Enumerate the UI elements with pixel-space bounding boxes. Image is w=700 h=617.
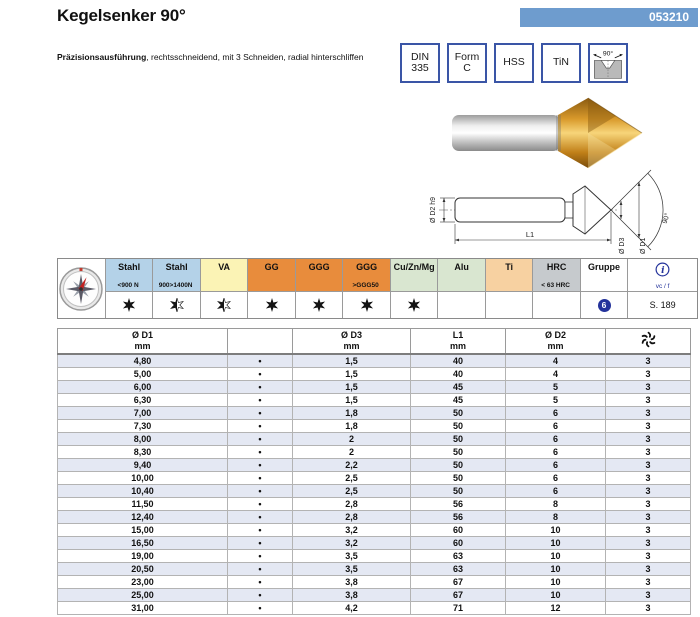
table-cell: 3 — [606, 523, 691, 536]
article-number-badge: 053210 — [520, 8, 698, 27]
material-rating — [486, 292, 533, 318]
material-rating — [153, 292, 200, 318]
compass-icon — [59, 267, 103, 311]
rating-full-star-icon — [265, 298, 279, 312]
table-cell: 10 — [506, 575, 606, 588]
table-row — [58, 471, 691, 484]
selection-dot-cell: • — [228, 523, 293, 536]
dim-d3-label: Ø D3 — [619, 237, 626, 254]
selection-dot-cell: • — [228, 484, 293, 497]
product-photo — [430, 95, 700, 170]
material-rating — [343, 292, 390, 318]
material-rating — [438, 292, 485, 318]
table-cell: 3,8 — [293, 575, 411, 588]
description-lead: Präzisionsausführung — [57, 52, 147, 62]
table-cell: 6 — [506, 406, 606, 419]
material-column — [201, 259, 249, 318]
table-cell: 63 — [411, 549, 506, 562]
table-cell: 4,80 — [58, 354, 228, 368]
table-cell: 6,30 — [58, 393, 228, 406]
selection-dot-cell: • — [228, 354, 293, 368]
table-cell: 4,2 — [293, 601, 411, 614]
dim-angle-label: 90° — [661, 212, 672, 225]
table-cell: 40 — [411, 354, 506, 368]
table-cell: 20,50 — [58, 562, 228, 575]
page-reference[interactable]: S. 189 — [649, 300, 676, 310]
material-label: Alu — [454, 262, 469, 272]
description-rest: , rechtsschneidend, mit 3 Schneiden, radial hinterschliffen — [146, 52, 364, 62]
table-cell: 3,2 — [293, 523, 411, 536]
rating-full-star-icon — [312, 298, 326, 312]
table-cell: 3,5 — [293, 562, 411, 575]
table-cell: 8,00 — [58, 432, 228, 445]
table-body — [58, 354, 691, 615]
table-cell: 3 — [606, 471, 691, 484]
table-cell: 50 — [411, 471, 506, 484]
table-cell: 6 — [506, 419, 606, 432]
material-rating — [248, 292, 295, 318]
table-cell: 10 — [506, 562, 606, 575]
table-cell: 3 — [606, 432, 691, 445]
table-cell: 2,5 — [293, 471, 411, 484]
selection-dot-cell: • — [228, 445, 293, 458]
table-cell: 71 — [411, 601, 506, 614]
rating-full-star-icon — [122, 298, 136, 312]
rating-full-star-icon — [360, 298, 374, 312]
table-row — [58, 588, 691, 601]
table-cell: 3 — [606, 497, 691, 510]
table-cell: 3 — [606, 367, 691, 380]
selection-dot-cell: • — [228, 497, 293, 510]
selection-dot-cell: • — [228, 367, 293, 380]
col-header-selection — [228, 329, 293, 354]
table-cell: 56 — [411, 497, 506, 510]
table-cell: 67 — [411, 575, 506, 588]
table-row — [58, 523, 691, 536]
tool-shank — [452, 115, 560, 151]
table-cell: 3 — [606, 380, 691, 393]
table-cell: 10,40 — [58, 484, 228, 497]
material-column — [153, 259, 201, 318]
table-cell: 10 — [506, 536, 606, 549]
selection-dot-cell: • — [228, 575, 293, 588]
table-cell: 2 — [293, 445, 411, 458]
selection-dot-cell: • — [228, 562, 293, 575]
table-cell: 6,00 — [58, 380, 228, 393]
material-label: GG — [264, 262, 279, 272]
table-cell: 1,5 — [293, 367, 411, 380]
table-cell: 3 — [606, 406, 691, 419]
material-label: GGG — [308, 262, 330, 272]
spec-box-form-c: Form C — [447, 43, 487, 83]
angle-box-label: 90° — [602, 50, 614, 58]
table-row — [58, 575, 691, 588]
rating-half-star-icon — [217, 298, 231, 312]
table-cell: 10,00 — [58, 471, 228, 484]
material-label: HRC — [546, 262, 567, 272]
selection-dot-cell: • — [228, 458, 293, 471]
material-column — [248, 259, 296, 318]
table-cell: 1,5 — [293, 380, 411, 393]
material-column — [296, 259, 344, 318]
table-cell: 3 — [606, 458, 691, 471]
table-cell: 11,50 — [58, 497, 228, 510]
table-cell: 2,8 — [293, 497, 411, 510]
material-label: VA — [218, 262, 231, 272]
table-cell: 3 — [606, 445, 691, 458]
table-cell: 4 — [506, 354, 606, 368]
technical-drawing — [425, 166, 700, 256]
table-cell: 16,50 — [58, 536, 228, 549]
table-cell: 3 — [606, 575, 691, 588]
table-cell: 1,8 — [293, 406, 411, 419]
dim-l1-label: L1 — [525, 230, 535, 239]
table-cell: 12 — [506, 601, 606, 614]
material-label: GGG — [356, 262, 378, 272]
table-row — [58, 354, 691, 368]
table-row — [58, 419, 691, 432]
selection-dot-cell: • — [228, 588, 293, 601]
info-column — [628, 259, 697, 318]
table-cell: 6 — [506, 458, 606, 471]
table-cell: 9,40 — [58, 458, 228, 471]
table-cell: 3 — [606, 536, 691, 549]
table-cell: 67 — [411, 588, 506, 601]
table-cell: 63 — [411, 562, 506, 575]
table-cell: 10 — [506, 523, 606, 536]
table-cell: 8 — [506, 510, 606, 523]
table-cell: 3 — [606, 588, 691, 601]
table-cell: 31,00 — [58, 601, 228, 614]
table-cell: 2,8 — [293, 510, 411, 523]
table-row — [58, 549, 691, 562]
table-cell: 3,2 — [293, 536, 411, 549]
table-cell: 45 — [411, 380, 506, 393]
angle-box — [588, 43, 628, 83]
table-cell: 3 — [606, 419, 691, 432]
table-cell: 3,5 — [293, 549, 411, 562]
selection-dot-cell: • — [228, 406, 293, 419]
table-cell: 1,5 — [293, 393, 411, 406]
material-rating — [201, 292, 248, 318]
table-cell: 6 — [506, 484, 606, 497]
material-sub-label: <900 N — [117, 282, 139, 289]
table-cell: 6 — [506, 471, 606, 484]
col-header-d1: Ø D1 mm — [58, 329, 228, 354]
spec-box-hss: HSS — [494, 43, 534, 83]
table-cell: 2 — [293, 432, 411, 445]
table-cell: 4 — [506, 367, 606, 380]
table-cell: 8,30 — [58, 445, 228, 458]
rating-half-star-icon — [170, 298, 184, 312]
col-header-d2: Ø D2 mm — [506, 329, 606, 354]
table-row — [58, 497, 691, 510]
table-cell: 8 — [506, 497, 606, 510]
material-column — [343, 259, 391, 318]
material-rating — [106, 292, 153, 318]
spec-box-din-335: DIN 335 — [400, 43, 440, 83]
material-label: Stahl — [118, 262, 141, 272]
selection-dot-cell: • — [228, 536, 293, 549]
table-row — [58, 484, 691, 497]
cutting-edges-icon — [640, 331, 657, 348]
spec-boxes — [400, 43, 628, 83]
table-cell: 6 — [506, 432, 606, 445]
table-cell: 2,5 — [293, 484, 411, 497]
selection-dot-cell: • — [228, 601, 293, 614]
rating-full-star-icon — [407, 298, 421, 312]
material-sub-label: < 63 HRC — [541, 282, 570, 289]
table-cell: 10 — [506, 588, 606, 601]
selection-dot-cell: • — [228, 419, 293, 432]
table-row — [58, 367, 691, 380]
table-cell: 7,00 — [58, 406, 228, 419]
info-icon[interactable] — [655, 262, 670, 277]
table-cell: 45 — [411, 393, 506, 406]
table-cell: 3 — [606, 354, 691, 368]
table-cell: 23,00 — [58, 575, 228, 588]
table-row — [58, 536, 691, 549]
materials-columns — [106, 259, 581, 318]
col-header-d3: Ø D3 mm — [293, 329, 411, 354]
info-sub-label: vc / f — [655, 283, 670, 290]
table-cell: 3,8 — [293, 588, 411, 601]
material-column — [391, 259, 439, 318]
table-cell: 5 — [506, 380, 606, 393]
material-label: Ti — [505, 262, 514, 272]
material-column — [486, 259, 534, 318]
material-label: Cu/Zn/Mg — [393, 262, 435, 272]
selection-dot-cell: • — [228, 432, 293, 445]
table-row — [58, 393, 691, 406]
table-cell: 2,2 — [293, 458, 411, 471]
gruppe-header-label: Gruppe — [588, 262, 621, 272]
table-cell: 15,00 — [58, 523, 228, 536]
selection-dot-cell: • — [228, 549, 293, 562]
compass-cell — [58, 259, 106, 318]
table-cell: 12,40 — [58, 510, 228, 523]
table-cell: 7,30 — [58, 419, 228, 432]
col-header-cutting-edges — [606, 329, 691, 354]
svg-text:i: i — [661, 265, 665, 276]
table-cell: 50 — [411, 406, 506, 419]
table-cell: 5,00 — [58, 367, 228, 380]
table-cell: 3 — [606, 601, 691, 614]
table-row — [58, 562, 691, 575]
table-cell: 6 — [506, 445, 606, 458]
selection-dot-cell: • — [228, 471, 293, 484]
table-row — [58, 458, 691, 471]
table-cell: 50 — [411, 458, 506, 471]
product-description — [57, 52, 363, 62]
table-row — [58, 445, 691, 458]
selection-dot-cell: • — [228, 393, 293, 406]
table-cell: 3 — [606, 562, 691, 575]
dim-d2-label: Ø D2 h9 — [430, 196, 437, 224]
gruppe-column — [581, 259, 628, 318]
table-cell: 60 — [411, 523, 506, 536]
table-cell: 19,00 — [58, 549, 228, 562]
table-cell: 50 — [411, 432, 506, 445]
table-row — [58, 406, 691, 419]
material-rating — [391, 292, 438, 318]
table-cell: 3 — [606, 484, 691, 497]
table-row — [58, 432, 691, 445]
material-sub-label: >GGG50 — [352, 282, 379, 289]
material-suitability-table — [57, 258, 698, 319]
dim-d1-label: Ø D1 — [640, 237, 647, 254]
material-column — [438, 259, 486, 318]
table-cell: 3 — [606, 393, 691, 406]
table-cell: 1,5 — [293, 354, 411, 368]
table-row — [58, 510, 691, 523]
dimension-table — [57, 328, 691, 615]
selection-dot-cell: • — [228, 380, 293, 393]
table-cell: 10 — [506, 549, 606, 562]
table-cell: 56 — [411, 510, 506, 523]
table-cell: 1,8 — [293, 419, 411, 432]
material-column — [533, 259, 581, 318]
selection-dot-cell: • — [228, 510, 293, 523]
table-cell: 50 — [411, 484, 506, 497]
table-row — [58, 380, 691, 393]
table-cell: 25,00 — [58, 588, 228, 601]
table-cell: 50 — [411, 419, 506, 432]
countersink-angle-icon — [590, 46, 626, 80]
table-cell: 40 — [411, 367, 506, 380]
table-cell: 5 — [506, 393, 606, 406]
material-sub-label: 900>1400N — [158, 282, 193, 289]
material-label: Stahl — [165, 262, 188, 272]
table-cell: 50 — [411, 445, 506, 458]
table-cell: 3 — [606, 549, 691, 562]
table-cell: 3 — [606, 510, 691, 523]
page-title: Kegelsenker 90° — [57, 6, 186, 25]
spec-box-tin: TiN — [541, 43, 581, 83]
table-header-row — [58, 329, 691, 354]
material-rating — [296, 292, 343, 318]
gruppe-number-badge: 6 — [598, 299, 611, 312]
table-row — [58, 601, 691, 614]
material-column — [106, 259, 154, 318]
col-header-l1: L1 mm — [411, 329, 506, 354]
material-rating — [533, 292, 580, 318]
table-cell: 60 — [411, 536, 506, 549]
